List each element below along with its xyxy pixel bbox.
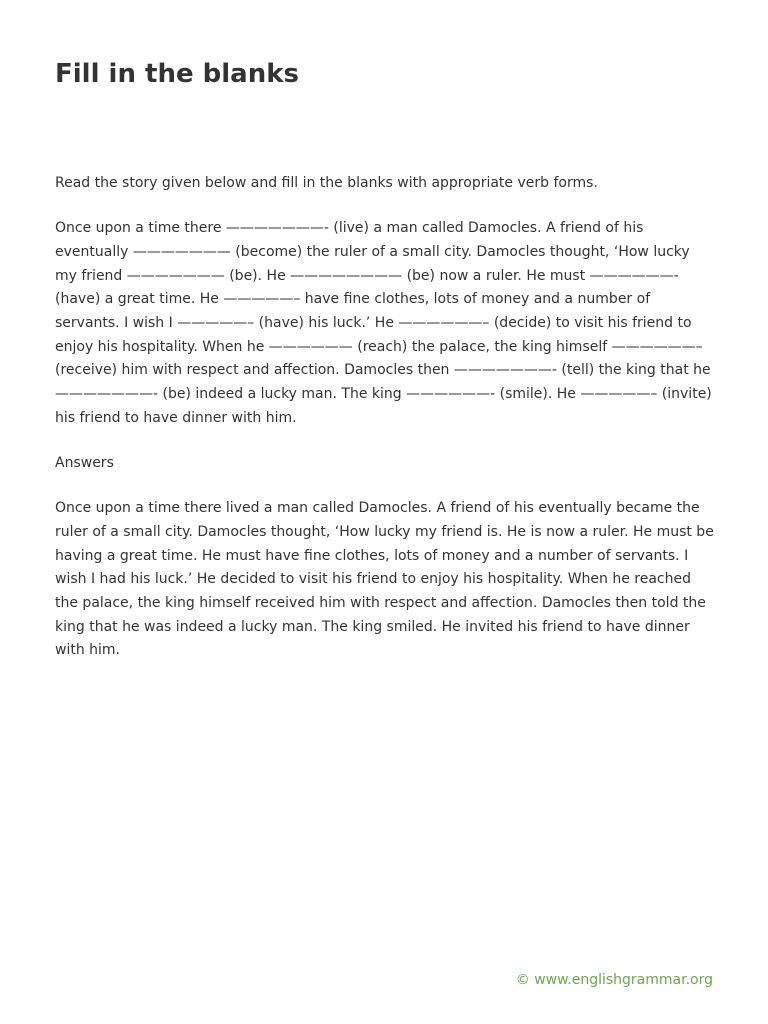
- answers-text: Once upon a time there lived a man called Damocles. A friend of his eventually became the ruler of a small city. Damocles thought, ‘How lucky my friend is. He is now a ruler. He must be having a great time. He must have fine clothes, lots of money and a number of servants. I wish I had his luck.’ He decided to visit his friend to enjoy his hospitality. When he reached the palace, the king himself received him with respect and affection. Damocles then told the king that he was indeed a lucky man. The king smiled. He invited his friend to have dinner with him.: [55, 500, 714, 659]
- footer-copyright[interactable]: © www.englishgrammar.org: [515, 972, 713, 988]
- exercise-text: Once upon a time there ———————- (live) a man called Damocles. A friend of his eventually ——————— (become) the ruler of a small city. Damocles thought, ‘How lucky my friend ——————— (be). He ———————— (be) now a ruler. He must ——————- (have) a great time. He —————– have fine clothes, lots of money and a number of servants. I wish I —————– (have) his luck.’ He ——————– (decide) to visit his friend to enjoy his hospitality. When he —————— (reach) the palace, the king himself ——————– (receive) him with respect and affection. Damocles then ———————- (tell) the king that he ———————- (be) indeed a lucky man. The king ——————- (smile). He —————– (invite) his friend to have dinner with him.: [55, 220, 712, 426]
- worksheet-content: [55, 172, 715, 685]
- answers-heading: Answers: [55, 455, 114, 472]
- instructions-text: Read the story given below and fill in the blanks with appropriate verb forms.: [55, 175, 598, 191]
- page-title: Fill in the blanks: [55, 59, 299, 89]
